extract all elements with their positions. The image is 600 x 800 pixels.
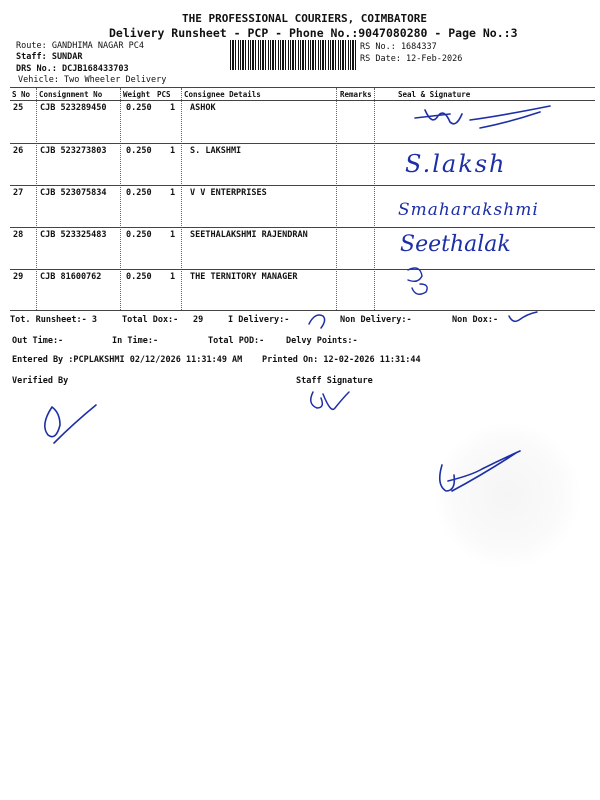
col-consignee: Consignee Details — [184, 90, 261, 99]
row-consignment: CJB 523289450 — [40, 103, 107, 113]
table-header-rule — [10, 100, 595, 101]
row-sno: 26 — [13, 146, 24, 156]
row-pcs: 1 — [170, 146, 176, 156]
rs-number: RS No.: 1684337 — [360, 42, 437, 52]
entered-by: Entered By :PCPLAKSHMI 02/12/2026 11:31:49 AM — [12, 355, 243, 365]
row-consignee: V V ENTERPRISES — [190, 188, 267, 198]
tot-runsheet: Tot. Runsheet:- 3 — [10, 315, 97, 325]
staff-signature — [305, 386, 355, 420]
col-divider — [336, 88, 337, 310]
rs-date: RS Date: 12-Feb-2026 — [360, 54, 463, 64]
seal-signature — [432, 445, 524, 501]
row-sno: 27 — [13, 188, 24, 198]
row-pcs: 1 — [170, 103, 176, 113]
row-sno: 25 — [13, 103, 24, 113]
row-weight: 0.250 — [126, 272, 152, 282]
non-dox-label: Non Dox:- — [452, 315, 499, 325]
row-weight: 0.250 — [126, 103, 152, 113]
drs-number: DRS No.: DCJB168433703 — [16, 64, 129, 74]
row-consignee: S. LAKSHMI — [190, 146, 242, 156]
printed-on: Printed On: 12-02-2026 11:31:44 — [262, 355, 421, 365]
row-consignment: CJB 523273803 — [40, 146, 107, 156]
barcode — [230, 40, 356, 70]
in-time-label: In Time:- — [112, 336, 159, 346]
verified-by-label: Verified By — [12, 376, 69, 386]
col-remarks: Remarks — [340, 90, 372, 99]
out-time-label: Out Time:- — [12, 336, 64, 346]
signature-scribble — [410, 104, 560, 138]
row-rule — [10, 185, 595, 186]
row-consignee: SEETHALAKSHMI RAJENDRAN — [190, 230, 308, 240]
receipt-note: Smaharakshmi — [398, 200, 539, 220]
signature-scribble — [398, 262, 438, 302]
row-consignee: THE TERNITORY MANAGER — [190, 272, 298, 282]
total-dox-label: Total Dox:- — [122, 315, 179, 325]
col-seal: Seal & Signature — [398, 90, 471, 99]
col-pcs: PCS — [157, 90, 171, 99]
table-top-rule — [10, 87, 595, 88]
company-title: THE PROFESSIONAL COURIERS, COIMBATORE — [182, 12, 428, 25]
row-sno: 29 — [13, 272, 24, 282]
verified-signature — [30, 395, 100, 450]
row-weight: 0.250 — [126, 230, 152, 240]
col-divider — [120, 88, 121, 310]
route-label: Route: GANDHIMA NAGAR PC4 — [16, 41, 144, 51]
row-rule — [10, 227, 595, 228]
row-weight: 0.250 — [126, 146, 152, 156]
row-pcs: 1 — [170, 230, 176, 240]
col-divider — [181, 88, 182, 310]
row-rule — [10, 269, 595, 270]
delivery-count-mark — [305, 308, 335, 330]
row-rule — [10, 143, 595, 144]
delvy-points-label: Delvy Points:- — [286, 336, 358, 346]
row-pcs: 1 — [170, 272, 176, 282]
total-dox-value: 29 — [193, 315, 204, 325]
row-sno: 28 — [13, 230, 24, 240]
col-consignment: Consignment No — [39, 90, 103, 99]
row-consignment: CJB 523325483 — [40, 230, 107, 240]
total-pod-label: Total POD:- — [208, 336, 265, 346]
col-sno: S No — [12, 90, 31, 99]
vehicle-label: Vehicle: Two Wheeler Delivery — [18, 75, 167, 85]
row-weight: 0.250 — [126, 188, 152, 198]
row-pcs: 1 — [170, 188, 176, 198]
row-consignment: CJB 523075834 — [40, 188, 107, 198]
staff-label: Staff: SUNDAR — [16, 52, 83, 62]
col-weight: Weight — [123, 90, 151, 99]
staff-signature-label: Staff Signature — [296, 376, 373, 386]
row-consignment: CJB 81600762 — [40, 272, 102, 282]
row-consignee: ASHOK — [190, 103, 216, 113]
runsheet-title: Delivery Runsheet - PCP - Phone No.:9047080280 - Page No.:3 — [109, 26, 518, 40]
col-divider — [374, 88, 375, 310]
non-dox-mark — [505, 310, 541, 330]
col-divider — [36, 88, 37, 310]
receipt-note: Seethalak — [400, 232, 511, 257]
delivery-label: I Delivery:- — [228, 315, 290, 325]
non-delivery-label: Non Delivery:- — [340, 315, 412, 325]
receipt-note: S.laksh — [405, 150, 507, 178]
